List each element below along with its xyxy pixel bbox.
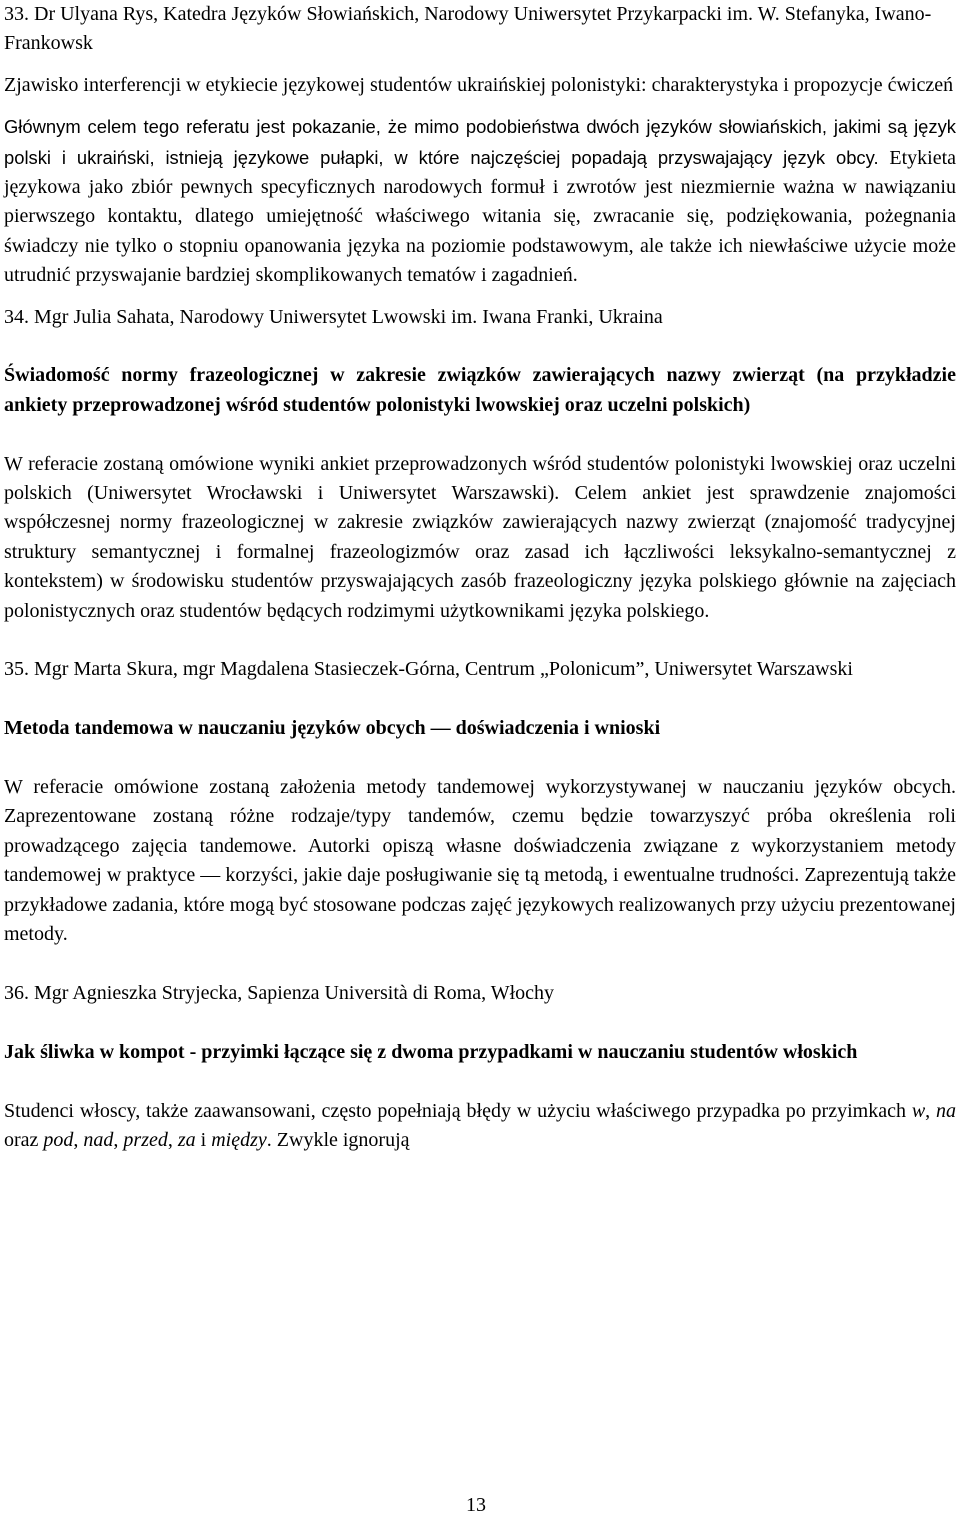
page-number: 13 bbox=[466, 1494, 486, 1516]
abstract-text: , bbox=[167, 1128, 178, 1151]
document-page bbox=[4, 0, 956, 1537]
entry-33 bbox=[4, 0, 956, 291]
abstract-italic: pod bbox=[43, 1128, 74, 1151]
abstract-italic: między bbox=[211, 1128, 267, 1151]
abstract-text: , bbox=[925, 1099, 937, 1122]
abstract-text: . Zwykle ignorują bbox=[266, 1128, 410, 1151]
entry-34 bbox=[4, 303, 956, 626]
abstract-serif-part: Etykieta językowa jako zbiór pewnych specyficznych narodowych formuł i zwrotów jest niezmiernie ważna w nawiązaniu pierwszego kontaktu, dlatego umiejętność właściwego witania się, zwracanie się, podziękowania, pożegnania świadczy nie tylko o stopniu opanowania języka na poziomie podstawowym, ale także ich niewłaściwe użycie może utrudnić przyswajanie bardziej skomplikowanych tematów i zagadnień. bbox=[4, 146, 957, 287]
abstract-italic: w bbox=[911, 1099, 926, 1122]
abstract-text: , bbox=[73, 1128, 84, 1151]
abstract-sans-part: Głównym celem tego referatu jest pokazanie, że mimo podobieństwa dwóch języków słowiańskich, jakimi są język polski i ukraiński, istnieją językowe pułapki, w które najczęściej popadają przyswajający język obcy. bbox=[4, 116, 956, 168]
entry-abstract: W referacie omówione zostaną założenia metody tandemowej wykorzystywanej w nauczaniu języków obcych. Zaprezentowane zostaną różne rodzaje/typy tandemów, czemu będzie towarzyszyć próba określenia roli prowadzącego zajęcia tandemowe. Autorki opiszą własne doświadczenia związane z wykorzystaniem metody tandemowej w praktyce — korzyści, jakie daje posługiwanie się tą metodą, i ewentualne trudności. Zaprezentują także przykładowe zadania, które mogą być stosowane podczas zajęć językowych realizowanych przy użyciu prezentowanej metody. bbox=[4, 776, 956, 946]
entry-author: 34. Mgr Julia Sahata, Narodowy Uniwersytet Lwowski im. Iwana Franki, Ukraina bbox=[4, 305, 663, 328]
entry-abstract: W referacie zostaną omówione wyniki ankiet przeprowadzonych wśród studentów polonistyki lwowskiej oraz uczelni polskich (Uniwersytet Wrocławski i Uniwersytet Warszawski). Celem ankiet jest sprawdzenie znajomości współczesnej normy frazeologicznej w zakresie związków zawierających nazwy zwierząt (znajomość tradycyjnej struktury semantycznej i formalnej frazeologizmów oraz zasad ich łączliwości leksykalno-semantycznej z kontekstem) w środowisku studentów przyswajających zasób frazeologiczny języka polskiego głównie na zajęciach polonistycznych oraz studentów będących rodzimymi użytkownikami języka polskiego. bbox=[4, 452, 956, 622]
entry-author: 36. Mgr Agnieszka Stryjecka, Sapienza Università di Roma, Włochy bbox=[4, 981, 555, 1004]
abstract-italic: za bbox=[177, 1128, 196, 1151]
entry-author: 35. Mgr Marta Skura, mgr Magdalena Stasieczek-Górna, Centrum „Polonicum”, Uniwersytet Warszawski bbox=[4, 658, 853, 681]
entry-abstract bbox=[4, 112, 956, 290]
abstract-text: , bbox=[113, 1128, 124, 1151]
entry-author: 33. Dr Ulyana Rys, Katedra Języków Słowiańskich, Narodowy Uniwersytet Przykarpacki im. W. Stefanyka, Iwano-Frankowsk bbox=[4, 3, 932, 55]
entry-title: Świadomość normy frazeologicznej w zakresie związków zawierających nazwy zwierząt (na przykładzie ankiety przeprowadzonej wśród studentów polonistyki lwowskiej oraz uczelni polskich) bbox=[4, 364, 956, 416]
abstract-italic: przed bbox=[123, 1128, 168, 1151]
abstract-text: i bbox=[195, 1128, 212, 1151]
abstract-text: oraz bbox=[4, 1128, 44, 1151]
entry-abstract bbox=[4, 1097, 956, 1156]
entry-35 bbox=[4, 655, 956, 949]
entry-title: Jak śliwka w kompot - przyimki łączące się z dwoma przypadkami w nauczaniu studentów włoskich bbox=[4, 1040, 858, 1063]
abstract-italic: na bbox=[936, 1099, 957, 1122]
entry-title: Zjawisko interferencji w etykiecie językowej studentów ukraińskiej polonistyki: charakterystyka i propozycje ćwiczeń bbox=[4, 73, 954, 96]
entry-title: Metoda tandemowa w nauczaniu języków obcych — doświadczenia i wnioski bbox=[4, 717, 661, 740]
entry-36 bbox=[4, 979, 956, 1155]
abstract-text: Studenci włoscy, także zaawansowani, często popełniają błędy w użyciu właściwego przypadka po przyimkach bbox=[4, 1099, 912, 1122]
abstract-italic: nad bbox=[83, 1128, 114, 1151]
